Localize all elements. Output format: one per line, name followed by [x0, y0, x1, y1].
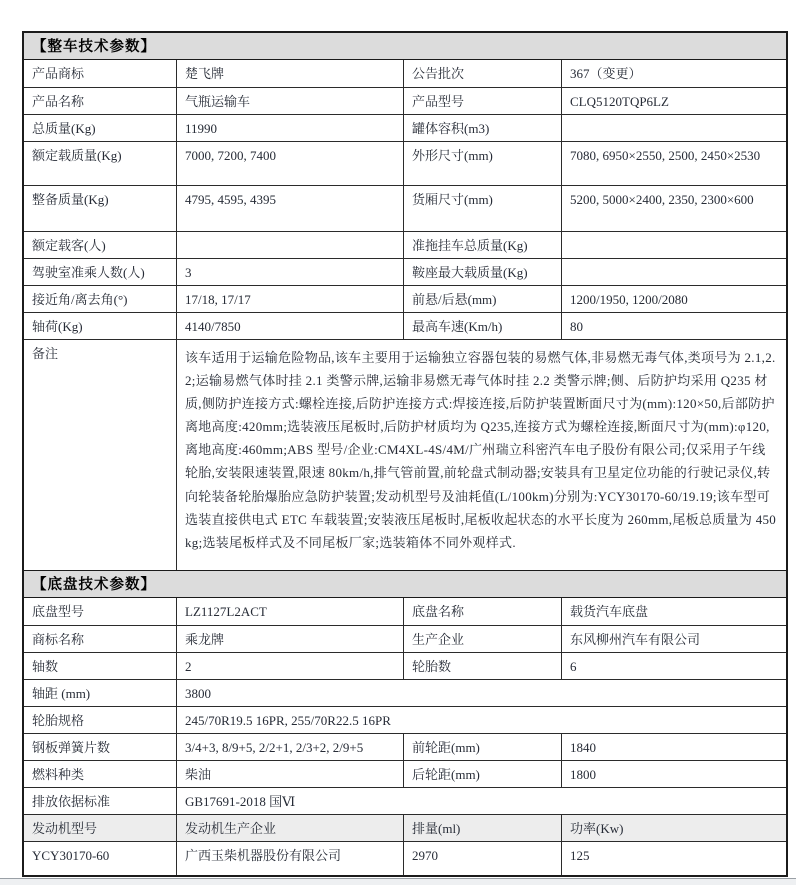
- engine-data-row: [24, 841, 786, 875]
- field-value: 4795, 4595, 4395: [177, 185, 404, 231]
- field-label: 接近角/离去角(°): [24, 285, 177, 312]
- field-value: 1840: [562, 733, 786, 760]
- engine-header-cell: 排量(ml): [404, 814, 562, 841]
- field-label: 底盘型号: [24, 598, 177, 625]
- field-value: CLQ5120TQP6LZ: [562, 87, 786, 114]
- field-label: 准拖挂车总质量(Kg): [404, 231, 562, 258]
- field-value: YCY30170-60: [24, 841, 177, 875]
- field-value: 载货汽车底盘: [570, 604, 649, 619]
- spec-table: [22, 31, 788, 877]
- field-label: 排放依据标准: [24, 787, 177, 814]
- field-value: 17/18, 17/17: [177, 285, 404, 312]
- table-row: [24, 114, 786, 141]
- field-value: 4140/7850: [177, 312, 404, 339]
- field-value: 80: [562, 312, 786, 339]
- field-value: 11990: [177, 114, 404, 141]
- field-value: 6: [562, 652, 786, 679]
- engine-header-cell: 发动机生产企业: [177, 814, 404, 841]
- field-value: 广西玉柴机器股份有限公司: [177, 841, 404, 875]
- table-row: [24, 760, 786, 787]
- field-value: 7000, 7200, 7400: [177, 141, 404, 185]
- field-label: 货厢尺寸(mm): [404, 185, 562, 231]
- field-label: 产品名称: [24, 87, 177, 114]
- field-value: 3800: [177, 679, 786, 706]
- field-label: 额定载质量(Kg): [24, 141, 177, 185]
- engine-header-row: [24, 814, 786, 841]
- table-row: [24, 679, 786, 706]
- field-value: 1200/1950, 1200/2080: [562, 285, 786, 312]
- field-label: 底盘名称: [404, 598, 562, 625]
- field-value: 东风柳州汽车有限公司: [562, 625, 786, 652]
- table-row: [24, 733, 786, 760]
- field-value: 367（变更）: [570, 66, 642, 81]
- field-label: 轮胎数: [404, 652, 562, 679]
- table-row: [24, 787, 786, 814]
- engine-header-cell: 发动机型号: [24, 814, 177, 841]
- table-row: [24, 652, 786, 679]
- field-value: 气瓶运输车: [177, 87, 404, 114]
- field-label: 商标名称: [24, 625, 177, 652]
- field-label: 轴数: [24, 652, 177, 679]
- remarks-row: [24, 339, 786, 570]
- field-value: 245/70R19.5 16PR, 255/70R22.5 16PR: [177, 706, 786, 733]
- table-row: [24, 60, 786, 87]
- field-label: 整备质量(Kg): [24, 185, 177, 231]
- table-row: [24, 706, 786, 733]
- section-title-vehicle: 【整车技术参数】: [24, 33, 786, 60]
- field-label: 罐体容积(m3): [404, 114, 562, 141]
- field-value: 1800: [562, 760, 786, 787]
- remarks-text: 该车适用于运输危险物品,该车主要用于运输独立容器包装的易燃气体,非易燃无毒气体,类项号为 2.1,2.2;运输易燃气体时挂 2.1 类警示牌,运输非易燃无毒气体时挂 2.2 类警示牌;侧、后防护均采用 Q235 材质,侧防护连接方式:螺栓连接,后防护连接方式:焊接连接,后防护装置断面尺寸为(mm):120×50,后部防护离地高度:420mm;选装液压尾板时,后防护材质均为 Q235,连接方式为螺栓连接,断面尺寸为(mm):φ120,离地高度:460mm;ABS 型号/企业:CM4XL-4S/4M/广州瑞立科密汽车电子股份有限公司;仅采用子午线轮胎,安装限速装置,限速 80km/h,排气管前置,前轮盘式制动器;安装具有卫星定位功能的行驶记录仪,转向轮装备轮胎爆胎应急防护装置;发动机型号及油耗值(L/100km)分别为:YCY30170-60/19.19;该车型可选装直接供电式 ETC 车载装置;安装液压尾板时,尾板收起状态的水平长度为 260mm,尾板总质量为 450kg;选装尾板样式及不同尾板厂家;选装箱体不同外观样式.: [177, 339, 786, 570]
- field-value: 乘龙牌: [177, 625, 404, 652]
- field-label: 额定载客(人): [24, 231, 177, 258]
- field-label: 产品商标: [24, 60, 177, 87]
- field-label: 钢板弹簧片数: [24, 733, 177, 760]
- table-row: [24, 285, 786, 312]
- field-label: 外形尺寸(mm): [404, 141, 562, 185]
- field-value: 125: [562, 841, 786, 875]
- field-value: 7080, 6950×2550, 2500, 2450×2530: [562, 141, 786, 185]
- field-value: [562, 231, 786, 258]
- field-label: 后轮距(mm): [404, 760, 562, 787]
- field-value: [177, 231, 404, 258]
- engine-header-cell: 功率(Kw): [562, 814, 786, 841]
- field-label: 前悬/后悬(mm): [404, 285, 562, 312]
- field-label: 轴距 (mm): [24, 679, 177, 706]
- field-value: [562, 258, 786, 285]
- field-value: GB17691-2018 国Ⅵ: [177, 787, 786, 814]
- page-edge: [0, 878, 796, 885]
- field-value: 2: [177, 652, 404, 679]
- table-row: [24, 312, 786, 339]
- table-row: [24, 141, 786, 185]
- field-value: 3/4+3, 8/9+5, 2/2+1, 2/3+2, 2/9+5: [177, 733, 404, 760]
- field-label: 产品型号: [404, 87, 562, 114]
- field-value: 楚飞牌: [177, 60, 404, 87]
- table-row: [24, 87, 786, 114]
- field-label: 生产企业: [404, 625, 562, 652]
- field-value: 3: [177, 258, 404, 285]
- table-row: [24, 231, 786, 258]
- field-value: 5200, 5000×2400, 2350, 2300×600: [562, 185, 786, 231]
- field-label: 驾驶室准乘人数(人): [24, 258, 177, 285]
- table-row: [24, 258, 786, 285]
- field-label: 公告批次: [404, 60, 562, 87]
- remarks-label: 备注: [24, 339, 177, 570]
- field-label: 总质量(Kg): [24, 114, 177, 141]
- section-title-chassis: 【底盘技术参数】: [24, 570, 786, 598]
- field-value: 2970: [404, 841, 562, 875]
- field-label: 轮胎规格: [24, 706, 177, 733]
- table-row: [24, 598, 786, 625]
- table-row: [24, 185, 786, 231]
- field-label: 前轮距(mm): [404, 733, 562, 760]
- field-label: 轴荷(Kg): [24, 312, 177, 339]
- field-label: 鞍座最大载质量(Kg): [404, 258, 562, 285]
- field-label: 最高车速(Km/h): [404, 312, 562, 339]
- field-label: 燃料种类: [24, 760, 177, 787]
- field-value: LZ1127L2ACT: [177, 598, 404, 625]
- field-value: [562, 114, 786, 141]
- field-value: 柴油: [177, 760, 404, 787]
- table-row: [24, 625, 786, 652]
